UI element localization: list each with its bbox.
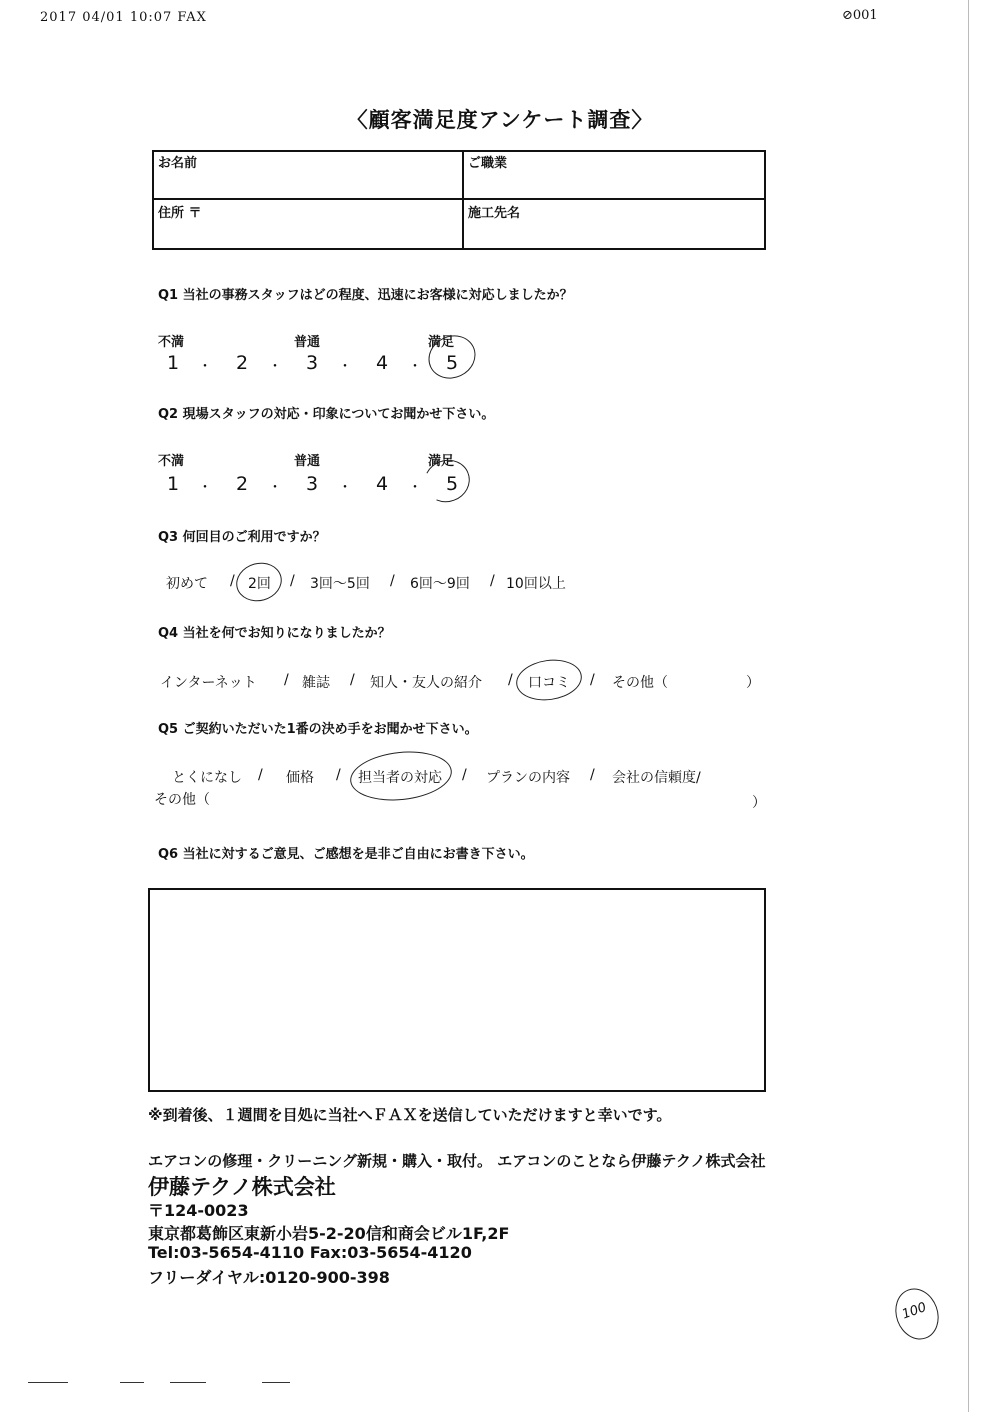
q4-sep: / [590,672,595,688]
q2-sep: ・ [198,480,212,496]
q2-question: Q2 現場スタッフの対応・印象についてお聞かせ下さい。 [158,407,495,422]
q2-option-1[interactable]: 1 [167,473,180,495]
q3-question: Q3 何回目のご利用ですか？ [158,530,326,545]
q5-other-close: ） [752,795,766,811]
q5-sep: / [258,767,263,783]
q3-selection-circle [232,558,286,607]
q5-selection-circle [348,747,454,805]
q5-option-staff-response[interactable]: 担当者の対応 [358,770,442,786]
q2-sep: ・ [338,480,352,496]
q1-sep: ・ [408,359,422,375]
q4-option-internet[interactable]: インターネット [160,675,257,691]
scan-speck [120,1382,144,1383]
q2-option-2[interactable]: 2 [236,473,249,495]
q4-option-word-of-mouth[interactable]: 口コミ [528,675,570,691]
fax-timestamp: 2017 04/01 10:07 FAX [40,10,207,25]
q1-sep: ・ [198,359,212,375]
q2-sep: ・ [268,480,282,496]
q5-sep: / [462,767,467,783]
service-description: エアコンの修理・クリーニング新規・購入・取付。 エアコンのことなら伊藤テクノ株式会社 [148,1152,766,1170]
q6-question: Q6 当社に対するご意見、ご感想を是非ご自由にお書き下さい。 [158,847,534,862]
q1-option-2[interactable]: 2 [236,352,249,374]
scan-speck [262,1382,290,1383]
q1-option-4[interactable]: 4 [376,352,389,374]
q1-option-3[interactable]: 3 [306,352,319,374]
q1-question: Q1 当社の事務スタッフはどの程度、迅速にお客様に対応しましたか？ [158,288,573,303]
company-address: 東京都葛飾区東新小岩5-2-20信和商会ビル1F,2F [148,1224,510,1243]
fax-return-note: ※到着後、１週間を目処に当社へＦＡＸを送信していただけますと幸いです。 [148,1106,672,1124]
q5-option-plan[interactable]: プランの内容 [486,770,570,786]
q4-other-close: ） [746,675,760,691]
q1-sep: ・ [338,359,352,375]
free-dial: フリーダイヤル:0120-900-398 [148,1268,390,1287]
q1-option-1[interactable]: 1 [167,352,180,374]
q3-option-first-time[interactable]: 初めて [166,576,208,592]
q6-comment-box[interactable] [148,888,766,1092]
q2-low-label: 不満 [158,454,185,469]
q3-sep: / [490,573,495,589]
scan-speck [170,1382,206,1383]
q2-sep: ・ [408,480,422,496]
q5-question: Q5 ご契約いただいた1番の決め手をお聞かせ下さい。 [158,722,478,737]
q1-low-label: 不満 [158,335,185,350]
q1-high-label: 満足 [428,335,455,350]
q4-option-other[interactable]: その他（ [612,675,668,691]
q2-option-4[interactable]: 4 [376,473,389,495]
postal-code: 〒124-0023 [148,1201,249,1220]
fax-page-number: ⊘001 [842,8,878,23]
q2-option-3[interactable]: 3 [306,473,319,495]
q1-option-5[interactable]: 5 [446,352,459,374]
customer-info-table [152,150,766,250]
q5-option-trust[interactable]: 会社の信頼度/ [612,770,701,786]
q4-sep: / [284,672,289,688]
q1-sep: ・ [268,359,282,375]
q3-option-2-times[interactable]: 2回 [248,576,271,592]
q3-option-10-plus[interactable]: 10回以上 [506,576,566,592]
q5-option-nothing[interactable]: とくになし [172,770,242,786]
q5-sep: / [336,767,341,783]
scan-speck [28,1382,68,1383]
q3-sep: / [390,573,395,589]
name-field-label: お名前 [158,156,198,171]
page-title: 〈顧客満足度アンケート調査〉 [346,108,654,132]
q1-mid-label: 普通 [294,335,321,350]
table-divider-horizontal [154,198,764,200]
q2-selection-circle [418,453,476,508]
q4-question: Q4 当社を何でお知りになりましたか？ [158,626,391,641]
q5-option-other[interactable]: その他（ [154,792,210,808]
q3-option-3-5-times[interactable]: 3回～5回 [310,576,370,592]
q3-option-6-9-times[interactable]: 6回～9回 [410,576,470,592]
site-field-label: 施工先名 [468,206,521,221]
q3-sep: / [290,573,295,589]
tel-fax: Tel:03-5654-4110 Fax:03-5654-4120 [148,1243,472,1262]
company-name: 伊藤テクノ株式会社 [148,1175,336,1199]
q5-sep: / [590,767,595,783]
handwritten-score-mark [888,1282,945,1345]
q3-sep: / [230,573,235,589]
q4-option-referral[interactable]: 知人・友人の紹介 [370,675,482,691]
q4-option-magazine[interactable]: 雑誌 [302,675,330,691]
q2-high-label: 満足 [428,454,455,469]
scan-edge-line [968,0,969,1412]
q4-selection-circle [514,656,585,705]
q5-option-price[interactable]: 価格 [286,770,314,786]
address-field-label: 住所 〒 [158,206,202,221]
q2-option-5[interactable]: 5 [446,473,459,495]
table-divider-vertical [462,152,464,248]
occupation-field-label: ご職業 [468,156,508,171]
handwritten-score-text: 100 [900,1299,929,1323]
q2-mid-label: 普通 [294,454,321,469]
q4-sep: / [350,672,355,688]
q4-sep: / [508,672,513,688]
